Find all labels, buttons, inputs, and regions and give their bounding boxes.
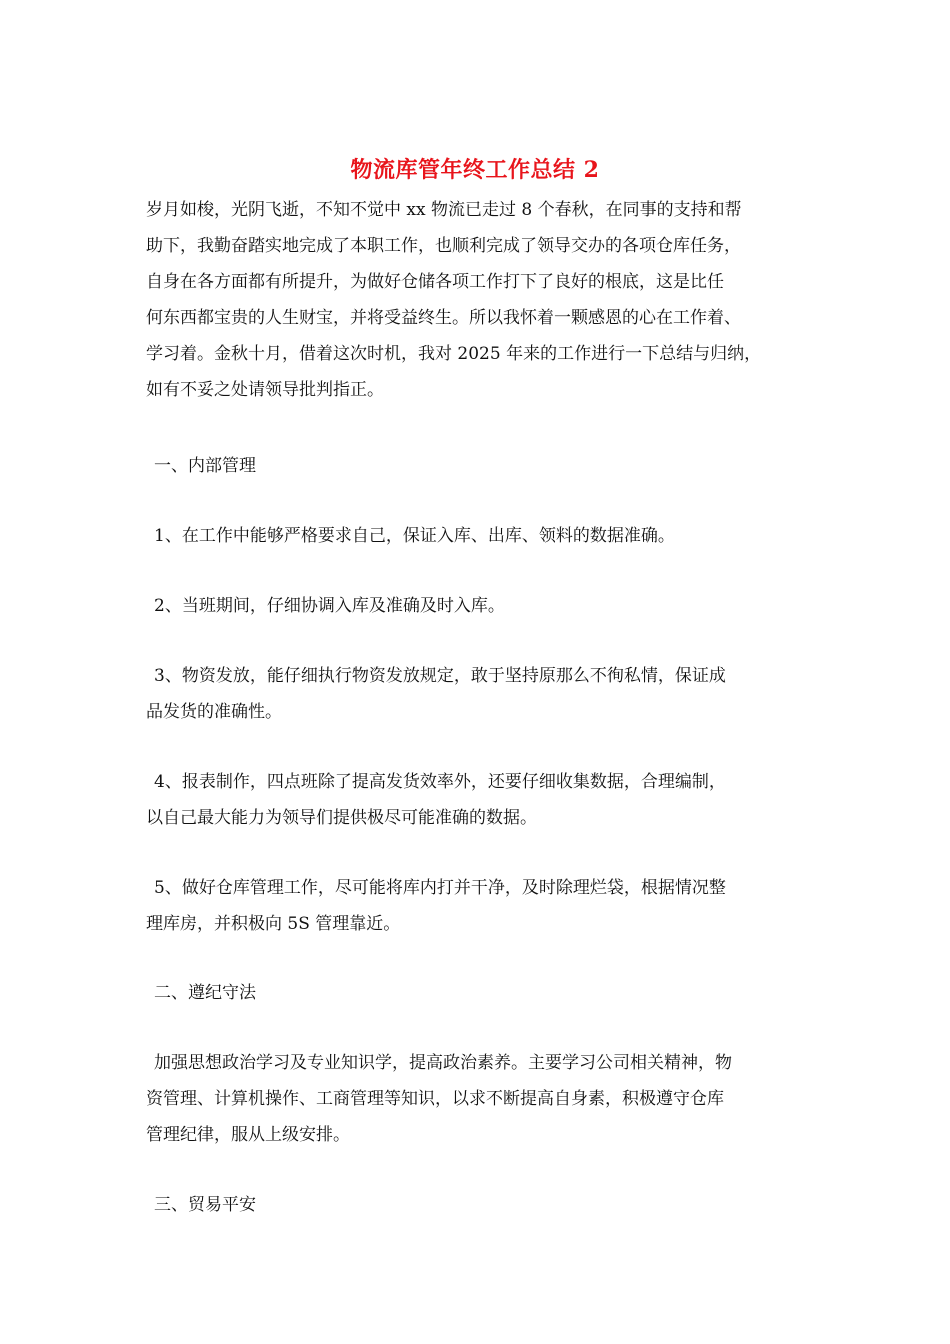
section-3-heading <box>146 1187 824 1223</box>
item-line: 4、报表制作，四点班除了提高发货效率外，还要仔细收集数据，合理编制， <box>154 772 726 792</box>
intro-line: 如有不妥之处请领导批判指正。 <box>146 380 384 400</box>
section-2-heading <box>146 975 824 1011</box>
item-line: 5、做好仓库管理工作，尽可能将库内打并干净，及时除理烂袋，根据情况整 <box>154 878 726 898</box>
section-heading-text: 一、内部管理 <box>154 456 256 476</box>
item-line: 1、在工作中能够严格要求自己，保证入库、出库、领料的数据准确。 <box>154 526 675 546</box>
intro-line: 岁月如梭，光阴飞逝，不知不觉中 xx 物流已走过 8 个春秋，在同事的支持和帮 <box>146 200 742 220</box>
section-1-item-4 <box>146 764 816 836</box>
intro-line: 助下，我勤奋踏实地完成了本职工作，也顺利完成了领导交办的各项仓库任务， <box>146 236 741 256</box>
section-1-item-1 <box>146 518 824 554</box>
intro-line: 学习着。金秋十月，借着这次时机，我对 2025 年来的工作进行一下总结与归纳， <box>146 344 762 364</box>
section-1-item-2 <box>146 588 824 624</box>
section-2-paragraph <box>146 1045 816 1153</box>
intro-paragraph <box>146 192 816 408</box>
intro-line: 自身在各方面都有所提升，为做好仓储各项工作打下了良好的根底，这是比任 <box>146 272 724 292</box>
item-line: 以自己最大能力为领导们提供极尽可能准确的数据。 <box>146 808 537 828</box>
section-1-item-3 <box>146 658 816 730</box>
section-1-item-5 <box>146 870 816 942</box>
document-title: 物流库管年终工作总结 2 <box>350 157 600 183</box>
item-line: 2、当班期间，仔细协调入库及准确及时入库。 <box>154 596 505 616</box>
paragraph-line: 资管理、计算机操作、工商管理等知识，以求不断提高自身素，积极遵守仓库 <box>146 1089 724 1109</box>
paragraph-line: 加强思想政治学习及专业知识学，提高政治素养。主要学习公司相关精神，物 <box>154 1053 732 1073</box>
section-heading-text: 三、贸易平安 <box>154 1195 256 1215</box>
item-line: 3、物资发放，能仔细执行物资发放规定，敢于坚持原那么不徇私情，保证成 <box>154 666 726 686</box>
intro-line: 何东西都宝贵的人生财宝，并将受益终生。所以我怀着一颗感恩的心在工作着、 <box>146 308 741 328</box>
section-1-heading <box>146 448 824 484</box>
item-line: 理库房，并积极向 5S 管理靠近。 <box>146 914 401 934</box>
paragraph-line: 管理纪律，服从上级安排。 <box>146 1125 350 1145</box>
item-line: 品发货的准确性。 <box>146 702 282 722</box>
section-heading-text: 二、遵纪守法 <box>154 983 256 1003</box>
